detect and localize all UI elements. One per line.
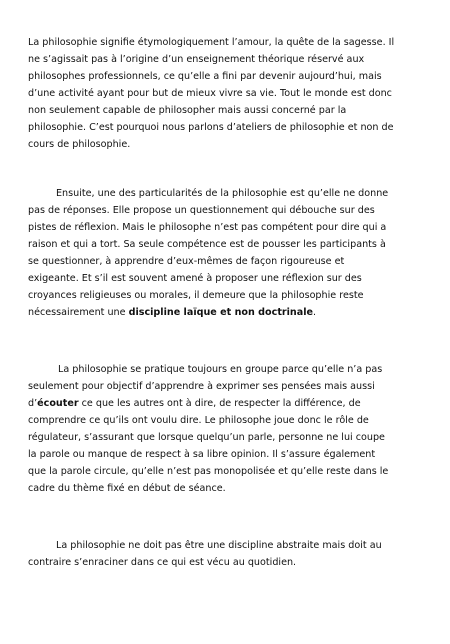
- paragraph-2-bold-phrase: discipline laïque et non doctrinale: [128, 307, 314, 318]
- paragraph-3-text-start: La philosophie se pratique toujours en groupe parce qu’elle n’a pas seulement pour objectif d’apprendre à exprimer ses pensées mais aussi d’: [28, 364, 383, 409]
- paragraph-3: [28, 361, 396, 497]
- document-body: [28, 34, 396, 571]
- paragraph-3-text-end: ce que les autres ont à dire, de respecter la différence, de comprendre ce qu’ils ont voulu dire. Le philosophe joue donc le rôle de régulateur, s’assurant que lorsque quelqu’un parle, personne ne lui coupe la parole ou manque de respect à sa libre opinion. Il s’assure également que la parole circule, qu’elle n’est pas monopolisée et qu’elle reste dans le cadre du thème fixé en début de séance.: [28, 398, 389, 494]
- paragraph-2-text: Ensuite, une des particularités de la philosophie est qu’elle ne donne pas de réponses. Elle propose un questionnement qui débouche sur des pistes de réflexion. Mais le philosophe n’est pas compétent pour dire qui a raison et qui a tort. Sa seule compétence est de pousser les participants à se questionner, à apprendre d’eux-mêmes de façon rigoureuse et exigeante. Et s’il est souvent amené à proposer une réflexion sur des croyances religieuses ou morales, il demeure que la philosophie reste nécessairement une: [28, 188, 389, 318]
- paragraph-1: La philosophie signifie étymologiquement l’amour, la quête de la sagesse. Il ne s’agissait pas à l’origine d’un enseignement théorique réservé aux philosophes professionnels, ce qu’elle a fini par devenir aujourd’hui, mais d’une activité ayant pour but de mieux vivre sa vie. Tout le monde est donc non seulement capable de philosopher mais aussi concerné par la philosophie. C’est pourquoi nous parlons d’ateliers de philosophie et non de cours de philosophie.: [28, 37, 395, 150]
- paragraph-2: [28, 185, 396, 321]
- paragraph-3-bold-word: écouter: [37, 398, 79, 409]
- paragraph-2-end: .: [313, 307, 317, 318]
- paragraph-4: La philosophie ne doit pas être une discipline abstraite mais doit au contraire s’enraciner dans ce qui est vécu au quotidien.: [28, 540, 382, 568]
